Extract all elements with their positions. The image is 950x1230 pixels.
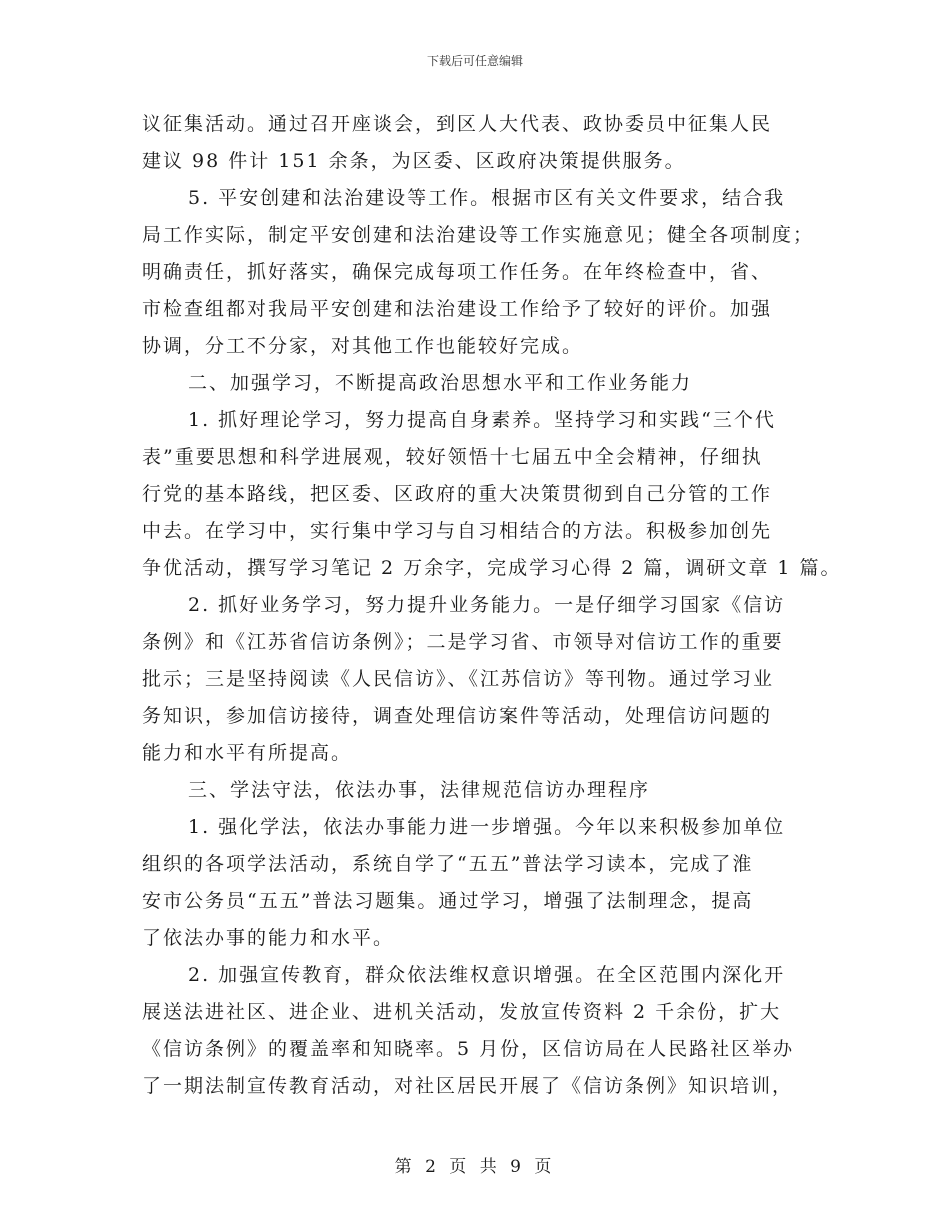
text-line: 议征集活动。通过召开座谈会，到区人大代表、政协委员中征集人民 (142, 113, 773, 135)
text-line: 安市公务员“五五”普法习题集。通过学习，增强了法制理念，提高 (142, 890, 754, 912)
section-heading: 二、加强学习，不断提高政治思想水平和工作业务能力 (188, 372, 693, 394)
page-footer: 第 2 页 共 9 页 (394, 1157, 556, 1177)
text-line: 局工作实际，制定平安创建和法治建设等工作实施意见；健全各项制度； (142, 224, 815, 246)
text-line: 市检查组都对我局平安创建和法治建设工作给予了较好的评价。加强 (142, 298, 773, 320)
text-line: 表”重要思想和科学进展观，较好领悟十七届五中全会精神，仔细执 (142, 446, 763, 468)
text-line: 1. 强化学法，依法办事能力进一步增强。今年以来积极参加单位 (188, 816, 786, 838)
text-line: 了依法办事的能力和水平。 (142, 927, 395, 949)
text-line: 《信访条例》的覆盖率和知晓率。5 月份，区信访局在人民路社区举办 (142, 1038, 795, 1060)
text-line: 行党的基本路线，把区委、区政府的重大决策贯彻到自己分管的工作 (142, 483, 773, 505)
text-line: 条例》和《江苏省信访条例》；二是学习省、市领导对信访工作的重要 (142, 631, 784, 653)
text-line: 能力和水平有所提高。 (142, 742, 353, 764)
text-line: 展送法进社区、进企业、进机关活动，发放宣传资料 2 千余份，扩大 (142, 1001, 782, 1023)
text-line: 务知识，参加信访接待，调查处理信访案件等活动，处理信访问题的 (142, 705, 773, 727)
document-body (142, 106, 842, 1105)
text-line: 明确责任，抓好落实，确保完成每项工作任务。在年终检查中，省、 (142, 261, 773, 283)
text-line: 批示；三是坚持阅读《人民信访》、《江苏信访》等刊物。通过学习业 (142, 668, 775, 690)
text-line: 组织的各项学法活动，系统自学了“五五”普法学习读本，完成了淮 (142, 853, 754, 875)
text-line: 5. 平安创建和法治建设等工作。根据市区有关文件要求，结合我 (188, 187, 786, 209)
text-line: 1. 抓好理论学习，努力提高自身素养。坚持学习和实践“三个代 (188, 409, 776, 431)
section-heading: 三、学法守法，依法办事，法律规范信访办理程序 (188, 779, 651, 801)
text-line: 中去。在学习中，实行集中学习与自习相结合的方法。积极参加创先 (142, 520, 773, 542)
text-line: 了一期法制宣传教育活动，对社区居民开展了《信访条例》知识培训， (142, 1075, 794, 1097)
text-line: 建议 98 件计 151 余条，为区委、区政府决策提供服务。 (142, 150, 686, 172)
text-line: 协调，分工不分家，对其他工作也能较好完成。 (142, 335, 584, 357)
text-line: 2. 加强宣传教育，群众依法维权意识增强。在全区范围内深化开 (188, 964, 786, 986)
page-header: 下载后可任意编辑 (426, 54, 523, 68)
text-line: 争优活动，撰写学习笔记 2 万余字，完成学习心得 2 篇，调研文章 1 篇。 (142, 557, 842, 579)
text-line: 2. 抓好业务学习，努力提升业务能力。一是仔细学习国家《信访 (188, 594, 786, 616)
